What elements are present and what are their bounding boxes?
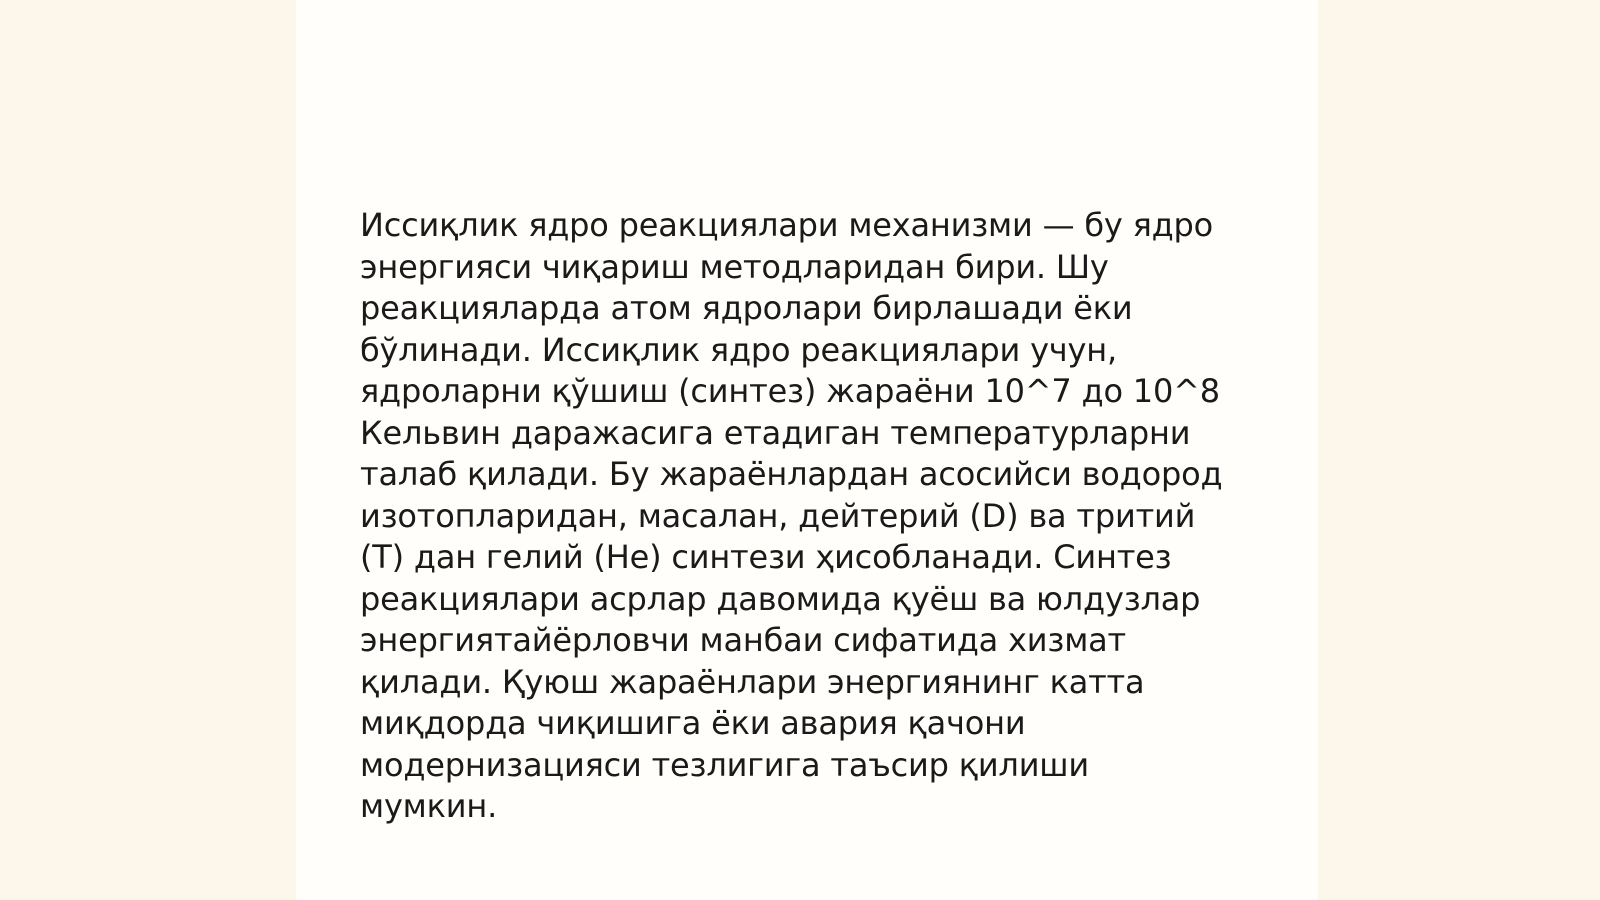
paragraph-line: қилади. Қуюш жараёнлари энергиянинг катта xyxy=(360,662,1145,701)
paragraph-line: энергияси чиқариш методларидан бири. Шу xyxy=(360,247,1109,286)
body-paragraph xyxy=(360,205,1240,828)
paragraph-line: Иссиқлик ядро реакциялари механизми — бу ядро xyxy=(360,206,1214,244)
paragraph-line: реакциялари асрлар давомида қуёш ва юлдузлар xyxy=(360,579,1201,618)
paragraph-line: Кельвин даражасига етадиган температурларни xyxy=(360,413,1191,452)
paragraph-line: реакцияларда атом ядролари бирлашади ёки xyxy=(360,289,1133,327)
paragraph-line: (T) дан гелий (He) синтези ҳисобланади. Синтез xyxy=(360,538,1172,576)
paragraph-line: мумкин. xyxy=(360,787,498,825)
page-sheet xyxy=(296,0,1318,900)
paragraph-line: талаб қилади. Бу жараёнлардан асосийси водород xyxy=(360,455,1223,493)
paragraph-line: миқдорда чиқишига ёки авария қачони xyxy=(360,704,1026,742)
paragraph-line: бўлинади. Иссиқлик ядро реакциялари учун, xyxy=(360,330,1117,369)
paragraph-line: модернизацияси тезлигига таъсир қилиши xyxy=(360,745,1089,784)
paragraph-line: энергиятайёрловчи манбаи сифатида хизмат xyxy=(360,621,1126,659)
paragraph-line: изотопларидан, масалан, дейтерий (D) ва тритий xyxy=(360,496,1196,535)
paragraph-line: ядроларни қўшиш (синтез) жараёни 10^7 до 10^8 xyxy=(360,372,1220,410)
